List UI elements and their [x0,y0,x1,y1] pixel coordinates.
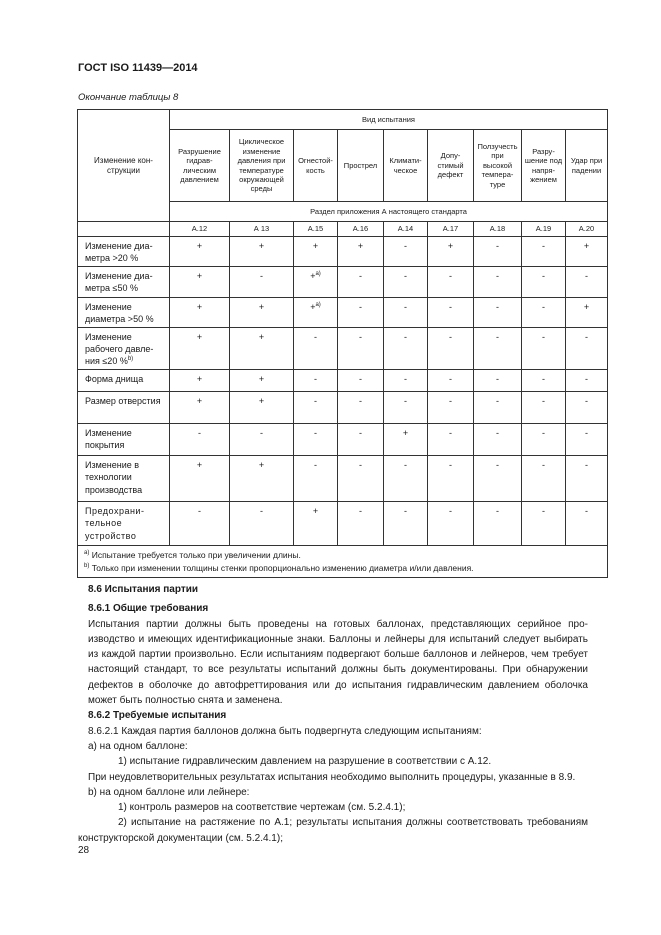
table-cell: - [428,297,474,327]
table-cell: + [230,327,294,369]
section-heading: 8.6.2 Требуемые испытания [88,710,227,722]
table-cell: + [230,297,294,327]
table-cell: - [474,502,522,546]
table-cell: - [566,370,608,392]
col-header: Прострел [338,130,384,202]
test-type-header: Вид испытания [170,110,608,130]
table-cell: - [384,502,428,546]
row-header: Изменение конструкции [78,110,170,222]
table-cell: + [338,237,384,267]
col-header: Удар при падении [566,130,608,202]
table-cell: - [566,327,608,369]
table-cell: + [566,237,608,267]
table-cell: + [230,456,294,502]
table-cell: + [170,297,230,327]
table-cell: - [428,456,474,502]
code-cell: А.15 [294,222,338,237]
table-cell: - [294,392,338,424]
table-cell: +$^{a)}$ [294,267,338,297]
row-label: Изменение покрытия [78,424,170,456]
table-cell: - [384,456,428,502]
table-cell: - [522,267,566,297]
table-cell: - [566,424,608,456]
row-label: Изменение диаметра >50 % [78,297,170,327]
table-cell: - [384,392,428,424]
col-header: Огнестойкость [294,130,338,202]
code-cell: А.19 [522,222,566,237]
table-cell: - [522,237,566,267]
table-cell: - [294,456,338,502]
table-cell: + [230,370,294,392]
table-cell: - [230,267,294,297]
footnote-mark: b) [127,356,134,363]
col-header: Разрушение гидравлическим давлением [170,130,230,202]
table-row [78,456,608,502]
annex-header: Раздел приложения А настоящего стандарта [170,202,608,222]
footnote-mark: a) [315,301,321,308]
table-cell: - [566,267,608,297]
table-cell: - [170,424,230,456]
table-cell: + [230,392,294,424]
table-row [78,502,608,546]
table-cell: - [474,237,522,267]
code-cell: А.14 [384,222,428,237]
list-item: 2) испытание на растяжение по А.1; результаты испытания должны соответствовать требованиям конструкторской документации (см. 5.2.4.1); [78,817,588,844]
table-cell: + [294,237,338,267]
table-cell: - [384,237,428,267]
paragraph: Испытания партии должны быть проведены на готовых баллонах, представляющих серийное производство и имеющих идентификационные знаки. Баллоны и лейнеры для испытаний следует выбирать из каждой партии произвольно. Если испытаниям подвергают больше баллонов и лейнеров, чем требует настоящий стандарт, то все результаты испытаний должны быть документированы. При обнаружении дефектов в оболочке до автофреттирования или до испытания гидравлическим давлением оболочка может быть полностью снята и заменена. [88,618,588,707]
table-cell: - [384,267,428,297]
table-cell: - [338,456,384,502]
code-cell: А.20 [566,222,608,237]
table-cell: + [170,267,230,297]
table-cell: - [338,297,384,327]
footnote-mark: a) [315,271,321,278]
table-cell: - [474,370,522,392]
table-row [78,327,608,369]
table-cell: - [474,392,522,424]
body-text [78,582,588,846]
row-label: Форма днища [78,370,170,392]
table-cell: + [428,237,474,267]
paragraph: При неудовлетворительных результатах испытания необходимо выполнить процедуры, указанные в 8.9. [88,771,576,783]
table-row [78,370,608,392]
table-row [78,392,608,424]
table-cell: - [474,267,522,297]
list-item: 1) контроль размеров на соответствие чертежам (см. 5.2.4.1); [118,802,406,814]
table-cell: - [522,297,566,327]
table-cell: - [338,267,384,297]
table-row [78,424,608,456]
table-cell: - [474,456,522,502]
list-item: а) на одном баллоне: [88,740,188,752]
table-cell: + [384,424,428,456]
table-cell: - [230,502,294,546]
table-caption: Окончание таблицы 8 [78,92,179,103]
col-header: Циклическое изменение давления при температуре окружающей среды [230,130,294,202]
section-heading: 8.6 Испытания партии [88,584,199,595]
table-cell: - [294,424,338,456]
table-cell: - [170,502,230,546]
table-cell: + [170,237,230,267]
document-header: ГОСТ ISO 11439—2014 [78,62,198,74]
table-cell: + [170,370,230,392]
table-cell: + [170,327,230,369]
table-cell: - [522,502,566,546]
table-cell: - [428,327,474,369]
table-8 [77,109,608,578]
row-label: Изменение диаметра >20 % [78,237,170,267]
row-label: Предохранительное устройство [78,502,170,546]
table-cell: + [170,456,230,502]
table-cell: - [428,424,474,456]
table-cell: + [170,392,230,424]
table-cell: - [474,327,522,369]
table-cell: - [230,424,294,456]
table-cell: - [338,392,384,424]
table-row [78,237,608,267]
page-number: 28 [78,845,90,856]
table-cell: - [428,267,474,297]
table-cell: - [384,297,428,327]
col-header: Климатическое [384,130,428,202]
table-cell: - [522,424,566,456]
col-header: Допустимый дефект [428,130,474,202]
table-cell: + [230,237,294,267]
code-cell [78,222,170,237]
col-header: Разрушение под напряжением [522,130,566,202]
table-cell: - [428,392,474,424]
table-cell: - [338,327,384,369]
table-cell: - [428,502,474,546]
table-row [78,267,608,297]
table-cell: - [522,370,566,392]
footnote-b: $^{b)}$ Только при изменении толщины стенки пропорционально изменению диаметра и/или давления. [84,562,474,573]
table-cell: - [428,370,474,392]
table-cell: - [338,370,384,392]
code-cell: А.17 [428,222,474,237]
table-cell: - [566,502,608,546]
list-item: b) на одном баллоне или лейнере: [88,786,250,798]
table-row [78,297,608,327]
table-cell: + [566,297,608,327]
table-cell: +$^{a)}$ [294,297,338,327]
row-label: Размер отверстия [78,392,170,424]
row-label: Изменение в технологии производства [78,456,170,502]
col-header: Ползучесть при высокой температуре [474,130,522,202]
footnote-a: $^{a)}$ Испытание требуется только при увеличении длины. [84,550,301,561]
table-cell: - [474,297,522,327]
table-cell: - [474,424,522,456]
table-cell: - [566,456,608,502]
row-label: Изменение рабочего давления ≤20 %$^{b)}$ [78,327,170,369]
code-cell: А.12 [170,222,230,237]
list-item: 1) испытание гидравлическим давлением на разрушение в соответствии с А.12. [118,756,492,768]
table-cell: - [522,327,566,369]
section-heading: 8.6.1 Общие требования [88,603,209,615]
code-cell: А 13 [230,222,294,237]
table-cell: - [384,370,428,392]
table-cell: - [566,392,608,424]
table-cell: - [338,502,384,546]
paragraph: 8.6.2.1 Каждая партия баллонов должна быть подвергнута следующим испытаниям: [88,725,482,737]
table-cell: - [294,327,338,369]
table-cell: - [338,424,384,456]
code-cell: А.18 [474,222,522,237]
table-cell: - [522,392,566,424]
row-label: Изменение диаметра ≤50 % [78,267,170,297]
code-cell: А.16 [338,222,384,237]
table-footnotes [78,546,608,578]
table-cell: + [294,502,338,546]
table-cell: - [294,370,338,392]
table-cell: - [522,456,566,502]
table-cell: - [384,327,428,369]
